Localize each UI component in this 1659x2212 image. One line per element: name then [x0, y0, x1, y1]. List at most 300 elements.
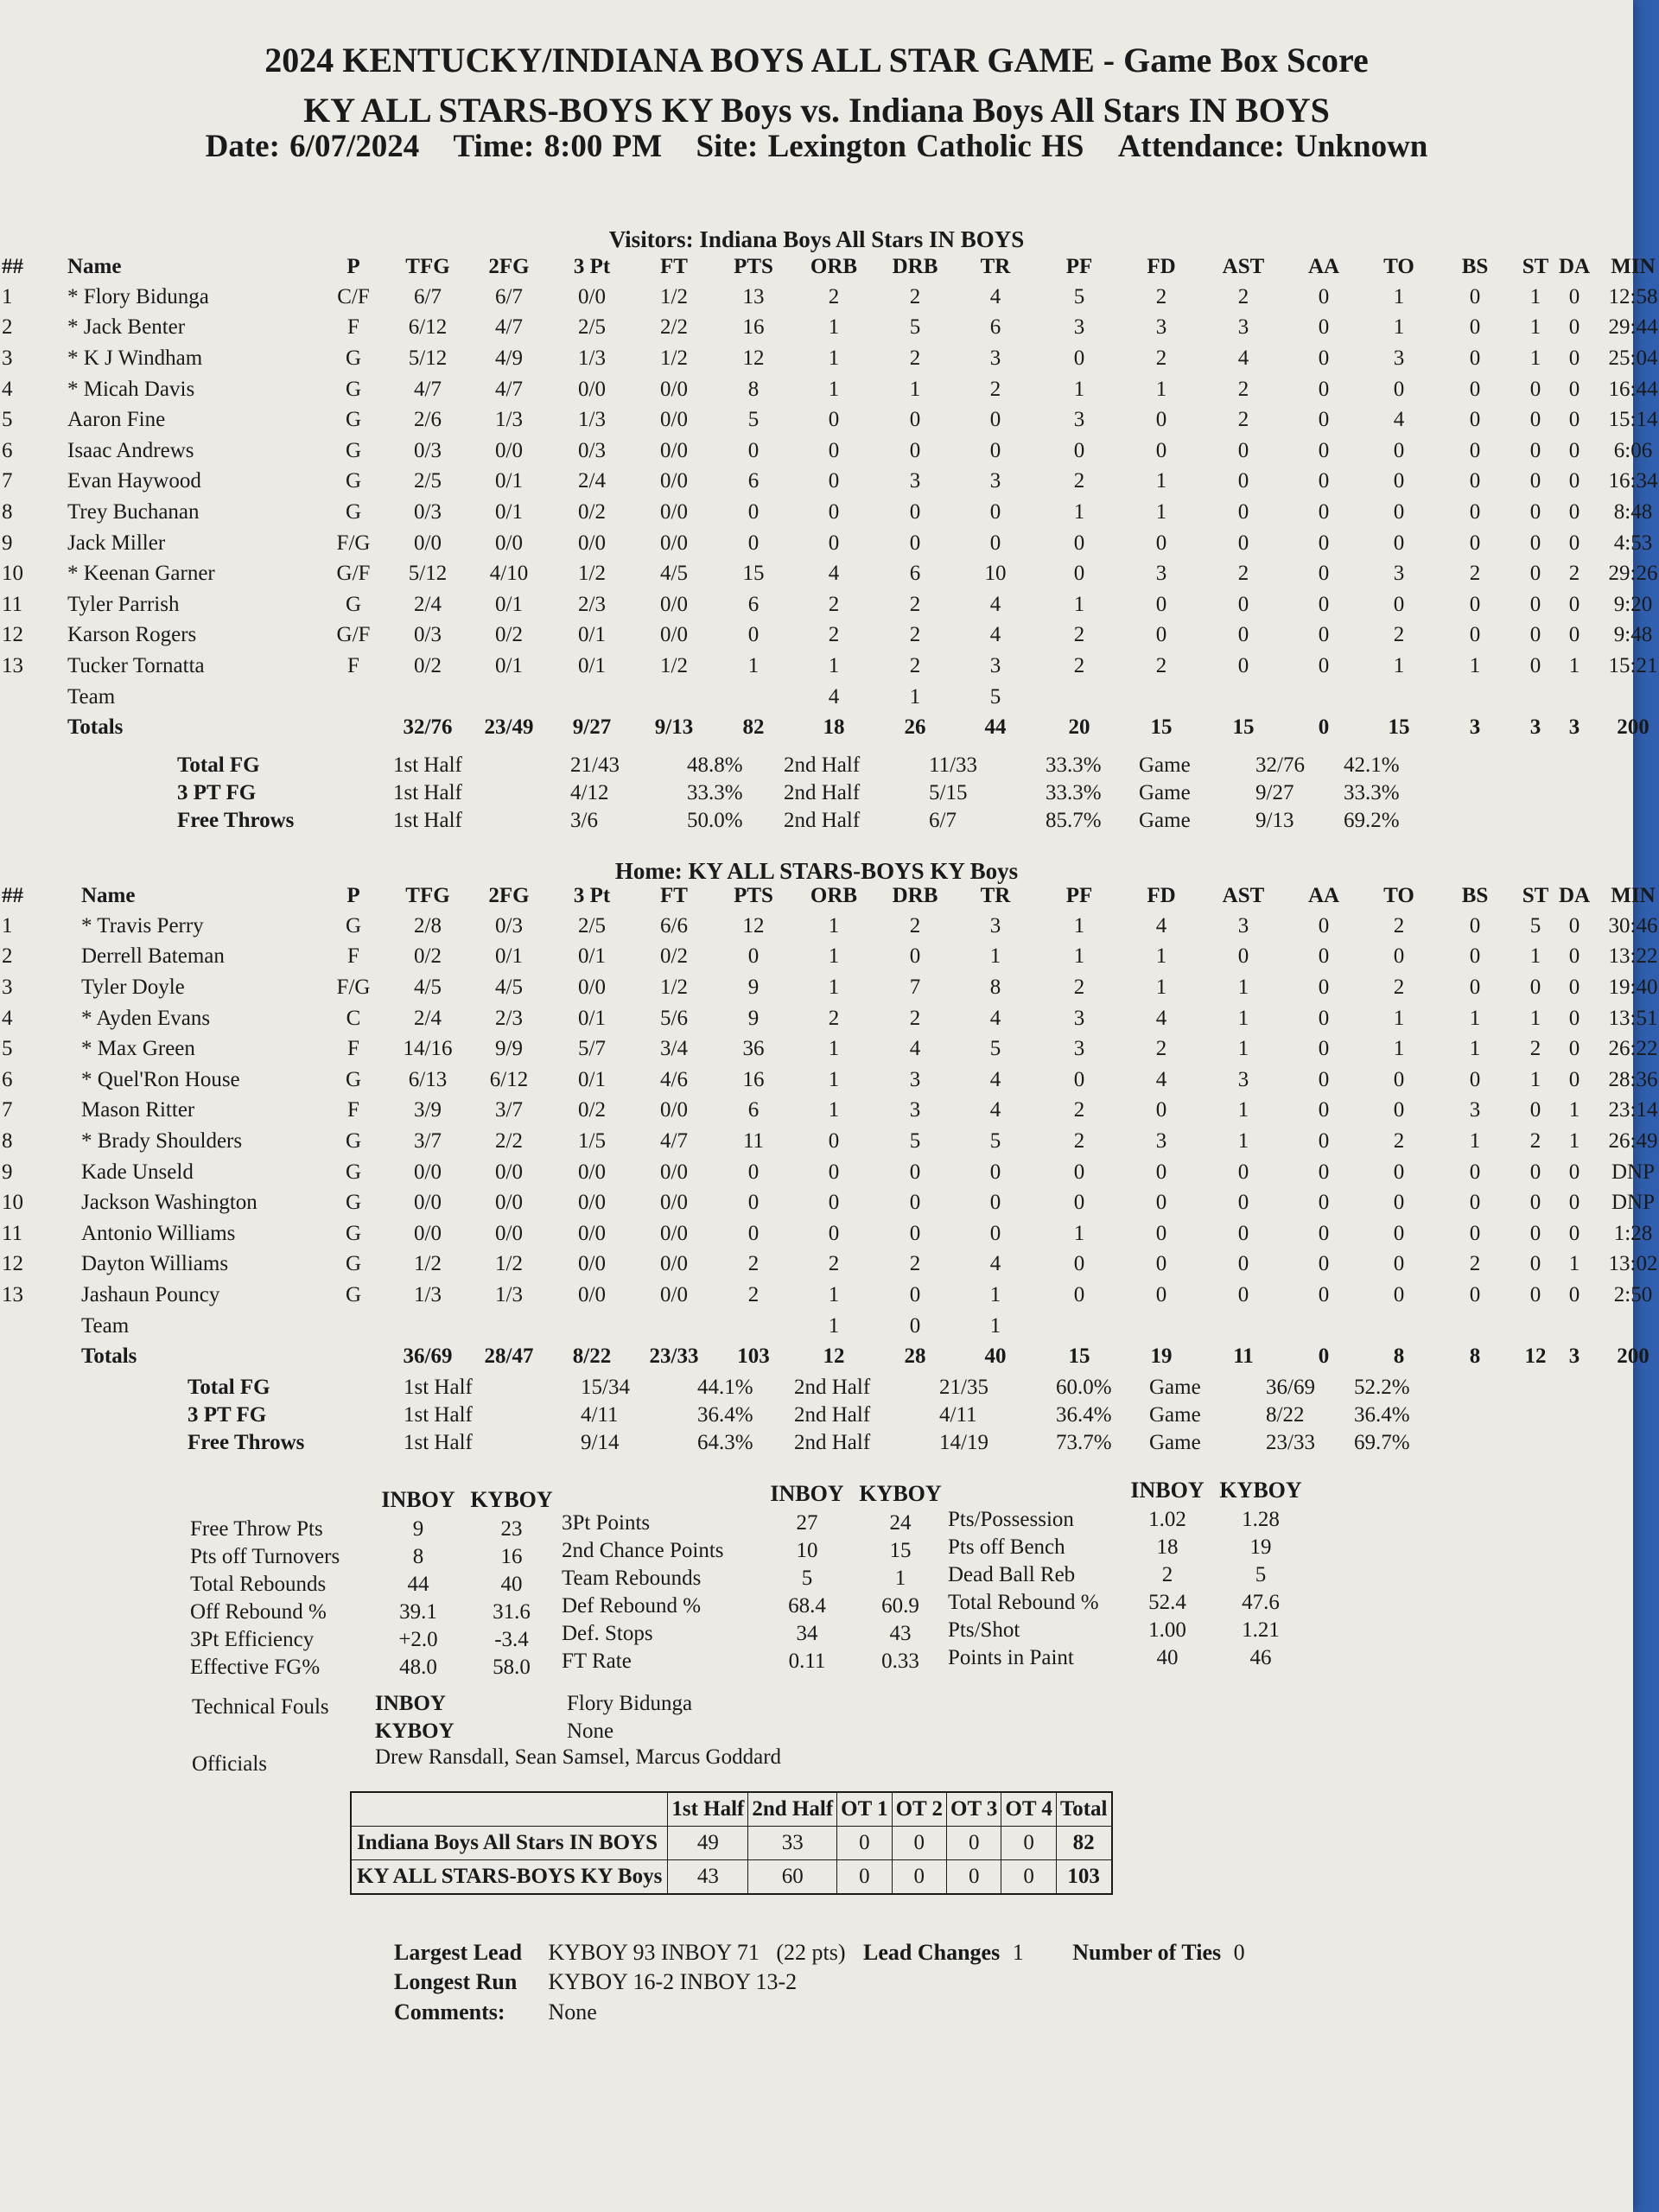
home-cell: 9 [2, 1160, 13, 1184]
visitors-cell: 2 [1073, 653, 1085, 677]
visitors-col-header: PTS [734, 255, 773, 278]
home-cell: 2/8 [414, 913, 442, 938]
visitors-summary-cell: 33.3% [687, 781, 743, 804]
team-stat-cell: 27 [796, 1511, 818, 1535]
visitors-cell: 0 [1318, 377, 1330, 401]
home-title: Home: KY ALL STARS-BOYS KY Boys [614, 858, 1019, 884]
visitors-cell: 0 [1529, 653, 1541, 677]
visitors-cell: 1 [1529, 284, 1541, 308]
lead-changes-value: 1 [1012, 1940, 1024, 1965]
linescore-table [350, 1791, 1113, 1895]
visitors-total-cell: 3 [1568, 715, 1580, 740]
team-stat-cell: +2.0 [398, 1628, 438, 1651]
home-col-header: FD [1147, 884, 1176, 907]
visitors-cell: 0/0 [660, 438, 688, 462]
visitors-col-header: DA [1559, 255, 1591, 278]
home-cell: 6 [2, 1067, 13, 1091]
visitors-cell: 4 [1237, 346, 1249, 370]
visitors-cell: 2 [1155, 653, 1167, 677]
team-stat-cell: 5 [801, 1567, 813, 1590]
home-cell: 2 [1393, 1128, 1405, 1153]
linescore-value: 0 [947, 1860, 1001, 1895]
game-site: Site: Lexington Catholic HS [696, 129, 1084, 164]
visitors-summary-cell: 1st Half [393, 781, 462, 804]
home-cell: 0 [1237, 1191, 1249, 1215]
home-total-cell [320, 1341, 387, 1372]
visitors-cell: 2 [909, 623, 921, 647]
home-cell: 0 [1469, 1191, 1481, 1215]
home-cell: 1 [1237, 1006, 1249, 1030]
home-cell: 0/1 [578, 1006, 606, 1030]
home-cell: 30:46 [1608, 913, 1658, 938]
linescore-value: 0 [947, 1827, 1001, 1860]
home-player-row [0, 1311, 1659, 1342]
home-player-row [0, 1249, 1659, 1281]
visitors-summary-cell: 85.7% [1046, 809, 1102, 832]
visitors-cell: 0 [989, 499, 1001, 524]
home-cell: 0 [1393, 1098, 1405, 1122]
visitors-col-header: AA [1307, 255, 1340, 278]
home-cell [1360, 1311, 1438, 1342]
home-cell: 6 [747, 1098, 760, 1122]
home-cell: 0 [1318, 1191, 1330, 1215]
home-cell: 3 [1237, 1067, 1249, 1091]
visitors-summary-cell: 6/7 [929, 809, 957, 832]
home-cell: G [345, 1160, 362, 1184]
visitors-cell: F [347, 653, 359, 677]
home-cell: 9 [747, 975, 760, 999]
team-stat-cell: Def. Stops [562, 1622, 653, 1645]
visitors-cell: Tucker Tornatta [67, 653, 205, 677]
home-cell: 0 [1318, 1128, 1330, 1153]
home-cell: 3 [989, 913, 1001, 938]
team-stat-cell: 43 [889, 1622, 912, 1645]
visitors-cell: 0/1 [495, 592, 523, 616]
team-stat-cell: 10 [796, 1539, 818, 1562]
home-summary-cell: 1st Half [404, 1403, 473, 1427]
visitors-cell: 3 [989, 469, 1001, 493]
visitors-total-cell: 3 [1469, 715, 1481, 740]
linescore-value: 0 [892, 1827, 946, 1860]
home-cell: 0 [1237, 1252, 1249, 1276]
home-summary-row [188, 1374, 1440, 1402]
visitors-player-row [0, 558, 1659, 589]
visitors-cell: 5 [1073, 284, 1085, 308]
visitors-cell: 0/3 [578, 438, 606, 462]
home-cell: 0 [1318, 913, 1330, 938]
home-player-row [0, 942, 1659, 973]
visitors-cell: 2 [1073, 469, 1085, 493]
visitors-player-row [0, 651, 1659, 682]
kyboy-header: KYBOY [1219, 1478, 1302, 1503]
visitors-cell: 3 [909, 469, 921, 493]
visitors-cell: 0/0 [660, 531, 688, 555]
home-cell: 4 [909, 1037, 921, 1061]
home-cell: * Ayden Evans [81, 1006, 211, 1030]
home-cell: 0 [828, 1221, 840, 1245]
linescore-value: 49 [668, 1827, 748, 1860]
home-cell [1559, 1311, 1590, 1342]
visitors-cell: 0/2 [495, 623, 523, 647]
home-cell: 5 [1529, 913, 1541, 938]
home-cell: F [347, 944, 359, 969]
home-cell: 0 [1568, 1067, 1580, 1091]
linescore-value: 0 [837, 1827, 892, 1860]
visitors-cell: 2 [2, 315, 13, 340]
home-cell: 0 [1155, 1191, 1167, 1215]
home-cell: 0 [1155, 1252, 1167, 1276]
visitors-cell: 3 [1393, 346, 1405, 370]
linescore-header: 1st Half [668, 1792, 748, 1827]
home-cell: 0 [1529, 975, 1541, 999]
visitors-cell: 1 [1568, 653, 1580, 677]
home-col-header: DRB [892, 884, 938, 907]
home-cell: 0/0 [578, 1221, 606, 1245]
home-cell: G [345, 1191, 362, 1215]
home-cell: 2/3 [495, 1006, 523, 1030]
technical-fouls-inboy-label: INBOY [375, 1692, 446, 1715]
visitors-cell: Trey Buchanan [67, 499, 200, 524]
home-col-header: FT [660, 884, 688, 907]
visitors-cell: 15 [742, 562, 765, 586]
visitors-cell: 16 [742, 315, 765, 340]
visitors-cell: 11 [2, 592, 23, 616]
team-stat-cell: 47.6 [1242, 1591, 1280, 1614]
home-cell: 0/0 [495, 1160, 523, 1184]
home-cell: 1 [828, 913, 840, 938]
team-stat-cell: Pts/Possession [948, 1508, 1074, 1531]
visitors-cell: 4/7 [495, 377, 523, 401]
team-stat-cell: 2 [1161, 1563, 1173, 1586]
visitors-cell: G/F [336, 562, 371, 586]
home-cell: 1 [1073, 944, 1085, 969]
visitors-cell: 0 [1529, 377, 1541, 401]
visitors-player-row [0, 528, 1659, 559]
home-cell: * Brady Shoulders [81, 1128, 243, 1153]
visitors-cell: 4/5 [660, 562, 688, 586]
home-col-header: P [346, 884, 360, 907]
home-summary-cell: 21/35 [939, 1376, 988, 1399]
home-cell: Team [81, 1313, 130, 1338]
visitors-cell: 0/1 [495, 469, 523, 493]
home-summary-cell: 23/33 [1266, 1431, 1315, 1454]
visitors-cell: 0 [1155, 408, 1167, 432]
visitors-total-cell: 20 [1068, 715, 1090, 740]
home-cell: 1:28 [1613, 1221, 1653, 1245]
visitors-cell: C/F [337, 284, 370, 308]
team-stat-row [948, 1506, 1307, 1534]
home-cell: 1/5 [578, 1128, 606, 1153]
team-stat-cell: 8 [412, 1545, 424, 1568]
home-summary-cell: 36.4% [1354, 1403, 1410, 1427]
home-cell: 0/0 [578, 975, 606, 999]
visitors-cell [387, 682, 468, 713]
visitors-cell: 0 [989, 531, 1001, 555]
home-cell: 0/0 [660, 1282, 688, 1306]
visitors-cell: 0 [1318, 408, 1330, 432]
visitors-cell: Aaron Fine [67, 408, 166, 432]
team-stat-cell: 3Pt Points [562, 1511, 651, 1535]
home-cell: 0 [1568, 1160, 1580, 1184]
visitors-cell: 0 [1529, 531, 1541, 555]
home-summary-cell: 36.4% [697, 1403, 753, 1427]
home-cell: 2 [1155, 1037, 1167, 1061]
visitors-total-cell: 3 [1529, 715, 1541, 740]
visitors-cell: 0 [828, 438, 840, 462]
visitors-cell: 0/0 [578, 284, 606, 308]
home-cell: 2 [747, 1252, 760, 1276]
visitors-cell: 0 [1568, 623, 1580, 647]
visitors-player-row [0, 682, 1659, 713]
visitors-cell: G [345, 377, 362, 401]
visitors-cell: 0 [1237, 469, 1249, 493]
visitors-cell: 0/1 [578, 653, 606, 677]
visitors-cell: G [345, 346, 362, 370]
home-col-header: AST [1222, 884, 1265, 907]
visitors-summary-cell: 33.3% [1344, 781, 1400, 804]
home-summary-row [188, 1402, 1440, 1429]
home-cell: Antonio Williams [81, 1221, 236, 1245]
visitors-cell: 4 [2, 377, 13, 401]
visitors-cell: 29:26 [1608, 562, 1658, 586]
home-cell: 0 [1469, 1067, 1481, 1091]
home-cell: G [345, 1067, 362, 1091]
home-cell: 1 [989, 944, 1001, 969]
home-cell: 3 [1237, 913, 1249, 938]
visitors-cell: 3 [1393, 562, 1405, 586]
stats-corner [562, 1478, 760, 1510]
visitors-total-cell [0, 712, 67, 743]
visitors-cell: Team [67, 684, 116, 709]
visitors-cell: 9:48 [1613, 623, 1653, 647]
home-cell: 2 [1073, 975, 1085, 999]
visitors-cell: 0/3 [414, 438, 442, 462]
home-cell: 1/2 [414, 1252, 442, 1276]
home-cell: 1 [1237, 975, 1249, 999]
visitors-col-header: TO [1383, 255, 1414, 278]
visitors-cell: 4 [989, 623, 1001, 647]
visitors-player-row [0, 467, 1659, 498]
home-total-cell: 8/22 [572, 1344, 612, 1369]
home-cell: Tyler Doyle [81, 975, 185, 999]
visitors-total-cell: 0 [1318, 715, 1330, 740]
visitors-cell: 1 [1073, 377, 1085, 401]
team-stat-cell: 1.28 [1242, 1508, 1280, 1531]
team-stat-cell: 44 [407, 1573, 429, 1596]
home-total-cell: 3 [1568, 1344, 1580, 1369]
visitors-cell: 4:53 [1613, 531, 1653, 555]
home-summary-cell: Game [1149, 1403, 1201, 1427]
team-stat-row [948, 1561, 1307, 1589]
home-cell: 3/4 [660, 1037, 688, 1061]
inboy-header: INBOY [1130, 1478, 1205, 1503]
visitors-cell: 3 [1155, 315, 1167, 340]
team-stat-cell: 0.11 [788, 1649, 826, 1673]
home-col-header: TO [1383, 884, 1414, 907]
home-cell: 0 [1568, 1191, 1580, 1215]
linescore-value: 0 [1001, 1827, 1056, 1860]
visitors-box-score-table [0, 252, 1659, 743]
visitors-cell: 3 [989, 653, 1001, 677]
visitors-cell: 8 [747, 377, 760, 401]
visitors-cell: 0 [747, 438, 760, 462]
home-cell: 1/2 [495, 1252, 523, 1276]
kyboy-header: KYBOY [470, 1487, 553, 1512]
home-cell: 0 [1237, 1160, 1249, 1184]
home-cell: 0 [1155, 1282, 1167, 1306]
visitors-cell: 1 [2, 284, 13, 308]
home-cell: 4/5 [495, 975, 523, 999]
home-cell [320, 1311, 387, 1342]
visitors-cell: 12:58 [1608, 284, 1658, 308]
home-cell: 3/7 [414, 1128, 442, 1153]
visitors-cell: 3 [1073, 315, 1085, 340]
team-stat-row [190, 1599, 558, 1626]
home-total-cell: 23/33 [649, 1344, 699, 1369]
home-player-row [0, 1157, 1659, 1188]
team-stat-cell: FT Rate [562, 1649, 632, 1673]
home-player-row [0, 1033, 1659, 1065]
visitors-cell: 2/5 [578, 315, 606, 340]
home-cell: 0/0 [414, 1160, 442, 1184]
visitors-col-header: DRB [892, 255, 938, 278]
visitors-cell: 2/3 [578, 592, 606, 616]
team-stat-row [948, 1589, 1307, 1617]
team-stat-cell: 1 [894, 1567, 906, 1590]
home-cell: 2 [2, 944, 13, 969]
visitors-total-cell: 9/27 [572, 715, 612, 740]
home-cell: 0 [1318, 1037, 1330, 1061]
home-cell: 0 [1529, 1252, 1541, 1276]
visitors-cell: 0 [989, 438, 1001, 462]
visitors-cell: 0 [1393, 438, 1405, 462]
visitors-col-header: ## [2, 255, 23, 278]
visitors-cell: 0 [1568, 408, 1580, 432]
team-stat-cell: Free Throw Pts [190, 1517, 323, 1541]
home-cell: 4 [989, 1098, 1001, 1122]
home-summary-cell: 64.3% [697, 1431, 753, 1454]
visitors-cell: 2/2 [660, 315, 688, 340]
home-summary-cell: Free Throws [188, 1431, 305, 1454]
visitors-summary-cell: Game [1139, 753, 1191, 777]
visitors-cell: 12 [742, 346, 765, 370]
home-cell: 1/3 [495, 1282, 523, 1306]
visitors-col-header: AST [1222, 255, 1265, 278]
home-cell: 1 [989, 1313, 1001, 1338]
home-cell: 1 [989, 1282, 1001, 1306]
home-cell: 0/1 [578, 944, 606, 969]
home-cell: 1 [828, 1037, 840, 1061]
home-summary-cell: 1st Half [404, 1431, 473, 1454]
home-col-header: 2FG [488, 884, 530, 907]
visitors-cell: 1 [828, 653, 840, 677]
visitors-cell: 3 [1073, 408, 1085, 432]
team-stat-cell: Def Rebound % [562, 1594, 702, 1618]
home-shooting-summary [188, 1374, 1440, 1457]
home-cell: 0 [989, 1221, 1001, 1245]
visitors-cell: 0 [1568, 438, 1580, 462]
team-stat-cell: Total Rebound % [948, 1591, 1099, 1614]
home-cell: 2 [1393, 913, 1405, 938]
home-cell: 1 [828, 1282, 840, 1306]
home-total-cell: 12 [1524, 1344, 1547, 1369]
home-cell: 36 [742, 1037, 765, 1061]
home-cell: 9/9 [495, 1037, 523, 1061]
visitors-cell: 0 [1237, 499, 1249, 524]
team-stats-group-2 [562, 1478, 947, 1675]
team-stat-cell: 34 [796, 1622, 818, 1645]
visitors-player-row [0, 313, 1659, 344]
visitors-total-cell: 32/76 [403, 715, 453, 740]
visitors-cell: G [345, 592, 362, 616]
home-cell: 0 [1469, 913, 1481, 938]
visitors-summary-cell: 1st Half [393, 809, 462, 832]
visitors-summary-cell: Game [1139, 781, 1191, 804]
home-cell: G [345, 1282, 362, 1306]
visitors-col-header: 3 Pt [573, 255, 611, 278]
linescore-value: 33 [748, 1827, 837, 1860]
home-cell: 0 [1529, 1098, 1541, 1122]
visitors-cell: 0 [1073, 531, 1085, 555]
visitors-cell: 2 [1237, 377, 1249, 401]
visitors-cell: 0 [1155, 592, 1167, 616]
visitors-cell: 2 [1237, 284, 1249, 308]
visitors-cell: 1/3 [495, 408, 523, 432]
home-cell: 0/1 [495, 944, 523, 969]
home-cell: 4 [1155, 1006, 1167, 1030]
home-cell: 13:22 [1608, 944, 1658, 969]
team-stat-row [562, 1592, 947, 1620]
home-cell: 1 [1393, 1006, 1405, 1030]
home-cell: 1 [1237, 1037, 1249, 1061]
home-cell: 4/6 [660, 1067, 688, 1091]
team-stat-cell: 0.33 [881, 1649, 919, 1673]
visitors-cell: 0 [909, 408, 921, 432]
home-cell: 2 [747, 1282, 760, 1306]
home-total-cell: 8 [1469, 1344, 1481, 1369]
home-cell: 3 [909, 1067, 921, 1091]
visitors-cell: 0 [1529, 469, 1541, 493]
visitors-player-row [0, 404, 1659, 435]
home-cell: 0 [1568, 975, 1580, 999]
home-col-header: TFG [405, 884, 450, 907]
visitors-cell: 1 [909, 377, 921, 401]
visitors-cell: 0 [1469, 469, 1481, 493]
visitors-summary-cell: 32/76 [1255, 753, 1305, 777]
visitors-cell: 6/7 [414, 284, 442, 308]
visitors-total-cell: 23/49 [484, 715, 534, 740]
home-cell: 1 [1568, 1098, 1580, 1122]
home-player-row [0, 1003, 1659, 1034]
matchup-title: KY ALL STARS-BOYS KY Boys vs. Indiana Boys All Stars IN BOYS [303, 91, 1330, 130]
home-summary-cell: 36.4% [1056, 1403, 1112, 1427]
technical-fouls-kyboy-value: None [567, 1719, 614, 1743]
home-cell: 1 [1073, 1221, 1085, 1245]
visitors-cell: G [345, 469, 362, 493]
visitors-cell: 0 [909, 531, 921, 555]
visitors-cell: 2 [828, 623, 840, 647]
home-cell: 4 [989, 1252, 1001, 1276]
visitors-cell: 6/7 [495, 284, 523, 308]
visitors-summary-cell: 1st Half [393, 753, 462, 777]
home-summary-cell: 2nd Half [794, 1376, 871, 1399]
home-cell: 28:36 [1608, 1067, 1658, 1091]
visitors-cell: 0 [1529, 592, 1541, 616]
home-col-header: MIN [1611, 884, 1656, 907]
home-total-cell: 12 [823, 1344, 845, 1369]
visitors-cell: 4 [828, 562, 840, 586]
document-title: 2024 KENTUCKY/INDIANA BOYS ALL STAR GAME - Game Box Score [264, 41, 1369, 79]
